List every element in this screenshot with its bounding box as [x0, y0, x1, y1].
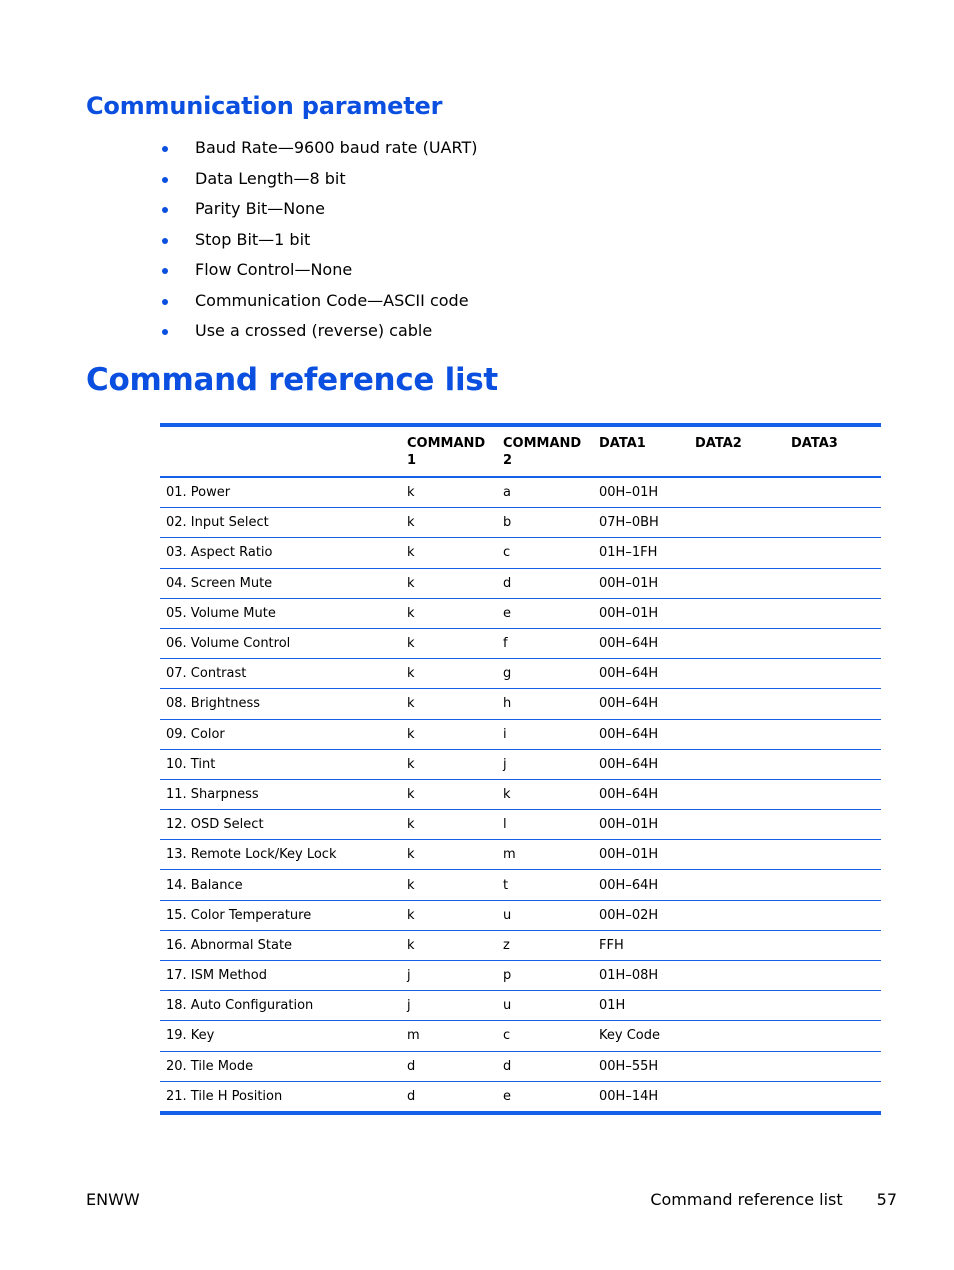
- bullet-dot-icon: [162, 238, 168, 244]
- cell-data3: [785, 689, 881, 719]
- cell-command-1: j: [401, 991, 497, 1021]
- cell-data1: 00H–64H: [593, 779, 689, 809]
- cell-data3: [785, 840, 881, 870]
- cell-data2: [689, 840, 785, 870]
- list-item: [160, 133, 477, 164]
- table-row: [160, 749, 881, 779]
- list-item-text: Parity Bit—None: [195, 199, 326, 218]
- cell-data1: Key Code: [593, 1021, 689, 1051]
- cell-data2: [689, 628, 785, 658]
- column-header-data3: DATA3: [785, 425, 881, 477]
- cell-name: 15. Color Temperature: [160, 900, 401, 930]
- column-header-name: [160, 425, 401, 477]
- cell-data3: [785, 961, 881, 991]
- table-row: [160, 719, 881, 749]
- bullet-dot-icon: [162, 329, 168, 335]
- cell-command-1: k: [401, 840, 497, 870]
- cell-data3: [785, 628, 881, 658]
- cell-data3: [785, 810, 881, 840]
- cell-data2: [689, 598, 785, 628]
- table-row: [160, 840, 881, 870]
- cell-data3: [785, 1051, 881, 1081]
- cell-command-1: k: [401, 568, 497, 598]
- column-header-data2: DATA2: [689, 425, 785, 477]
- table-row: [160, 779, 881, 809]
- cell-command-2: j: [497, 749, 593, 779]
- cell-command-1: k: [401, 508, 497, 538]
- cell-data3: [785, 538, 881, 568]
- cell-data1: 00H–64H: [593, 628, 689, 658]
- table-row: [160, 961, 881, 991]
- bullet-dot-icon: [162, 299, 168, 305]
- cell-command-2: b: [497, 508, 593, 538]
- communication-parameter-list: [160, 133, 477, 347]
- cell-data2: [689, 689, 785, 719]
- cell-command-1: k: [401, 870, 497, 900]
- cell-name: 02. Input Select: [160, 508, 401, 538]
- table-row: [160, 477, 881, 508]
- table-row: [160, 1081, 881, 1113]
- cell-data1: 01H: [593, 991, 689, 1021]
- cell-data1: 00H–64H: [593, 749, 689, 779]
- cell-data1: 00H–64H: [593, 719, 689, 749]
- cell-data2: [689, 508, 785, 538]
- cell-data3: [785, 719, 881, 749]
- cell-name: 18. Auto Configuration: [160, 991, 401, 1021]
- cell-data1: 00H–64H: [593, 689, 689, 719]
- cell-command-1: k: [401, 719, 497, 749]
- cell-name: 04. Screen Mute: [160, 568, 401, 598]
- list-item-text: Communication Code—ASCII code: [195, 290, 469, 310]
- cell-data2: [689, 1081, 785, 1113]
- cell-name: 12. OSD Select: [160, 810, 401, 840]
- table-row: [160, 508, 881, 538]
- cell-command-1: k: [401, 810, 497, 840]
- list-item-text: Flow Control—None: [195, 260, 353, 279]
- list-item-text: Stop Bit—1 bit: [195, 229, 311, 249]
- cell-data2: [689, 749, 785, 779]
- list-item: [160, 164, 477, 195]
- table-row: [160, 991, 881, 1021]
- cell-data1: 00H–01H: [593, 568, 689, 598]
- cell-command-2: a: [497, 477, 593, 508]
- table-body: [160, 477, 881, 1113]
- section-title-communication-parameter: Communication parameter: [86, 92, 443, 120]
- cell-command-1: k: [401, 538, 497, 568]
- cell-data2: [689, 1021, 785, 1051]
- cell-command-1: k: [401, 659, 497, 689]
- cell-command-2: f: [497, 628, 593, 658]
- list-item-text: Data Length—8 bit: [195, 168, 346, 188]
- cell-data1: 00H–64H: [593, 870, 689, 900]
- table-row: [160, 659, 881, 689]
- cell-name: 05. Volume Mute: [160, 598, 401, 628]
- cell-command-2: d: [497, 568, 593, 598]
- cell-data3: [785, 779, 881, 809]
- cell-name: 01. Power: [160, 477, 401, 508]
- list-item: [160, 194, 477, 225]
- cell-name: 06. Volume Control: [160, 628, 401, 658]
- cell-command-1: k: [401, 900, 497, 930]
- cell-command-2: e: [497, 598, 593, 628]
- cell-data1: FFH: [593, 930, 689, 960]
- cell-data2: [689, 538, 785, 568]
- cell-data3: [785, 1081, 881, 1113]
- cell-name: 03. Aspect Ratio: [160, 538, 401, 568]
- cell-name: 20. Tile Mode: [160, 1051, 401, 1081]
- cell-command-1: k: [401, 628, 497, 658]
- cell-command-2: c: [497, 538, 593, 568]
- cell-command-1: d: [407, 1088, 416, 1104]
- cell-data1: 00H–02H: [593, 900, 689, 930]
- cell-data2: [689, 719, 785, 749]
- cell-data1: 00H–14H: [599, 1088, 659, 1104]
- cell-command-1: k: [401, 749, 497, 779]
- list-item: [160, 255, 477, 286]
- cell-data3: [785, 900, 881, 930]
- table-row: [160, 628, 881, 658]
- cell-data1: 00H–64H: [593, 659, 689, 689]
- list-item: [160, 225, 477, 256]
- cell-data3: [785, 568, 881, 598]
- cell-data2: [689, 991, 785, 1021]
- footer-section-name: Command reference list: [650, 1190, 843, 1209]
- cell-command-2: e: [503, 1088, 511, 1104]
- cell-command-2: z: [497, 930, 593, 960]
- cell-name: 16. Abnormal State: [160, 930, 401, 960]
- column-header-command-2: COMMAND 2: [497, 425, 593, 477]
- cell-data3: [785, 477, 881, 508]
- table-row: [160, 900, 881, 930]
- cell-command-2: c: [497, 1021, 593, 1051]
- cell-data1: 00H–01H: [593, 477, 689, 508]
- cell-data2: [689, 870, 785, 900]
- cell-name: 21. Tile H Position: [166, 1088, 283, 1104]
- cell-command-2: m: [497, 840, 593, 870]
- cell-command-2: u: [497, 991, 593, 1021]
- cell-name: 13. Remote Lock/Key Lock: [160, 840, 401, 870]
- cell-name: 17. ISM Method: [160, 961, 401, 991]
- table-row: [160, 1021, 881, 1051]
- cell-name: 10. Tint: [160, 749, 401, 779]
- cell-command-2: i: [497, 719, 593, 749]
- cell-data2: [689, 779, 785, 809]
- cell-data3: [785, 1021, 881, 1051]
- cell-data2: [689, 1051, 785, 1081]
- table-row: [160, 538, 881, 568]
- cell-command-1: k: [401, 779, 497, 809]
- cell-data3: [785, 930, 881, 960]
- cell-command-1: m: [401, 1021, 497, 1051]
- cell-command-1: k: [401, 930, 497, 960]
- cell-data2: [689, 961, 785, 991]
- table-row: [160, 689, 881, 719]
- command-reference-table: [160, 423, 881, 1115]
- cell-data2: [689, 477, 785, 508]
- cell-name: 08. Brightness: [160, 689, 401, 719]
- column-header-data1: DATA1: [593, 425, 689, 477]
- cell-data1: 00H–01H: [593, 598, 689, 628]
- cell-data3: [785, 659, 881, 689]
- table-row: [160, 870, 881, 900]
- cell-data3: [785, 870, 881, 900]
- cell-data2: [689, 810, 785, 840]
- cell-command-2: h: [497, 689, 593, 719]
- cell-command-1: k: [401, 689, 497, 719]
- cell-data1: 00H–01H: [593, 810, 689, 840]
- cell-command-2: g: [497, 659, 593, 689]
- cell-data1: 00H–55H: [593, 1051, 689, 1081]
- cell-name: 11. Sharpness: [160, 779, 401, 809]
- cell-name: 19. Key: [160, 1021, 401, 1051]
- bullet-dot-icon: [162, 146, 168, 152]
- cell-data2: [689, 568, 785, 598]
- cell-command-2: t: [497, 870, 593, 900]
- cell-command-2: k: [497, 779, 593, 809]
- list-item: [160, 316, 477, 347]
- list-item-text: Baud Rate—9600 baud rate (UART): [195, 138, 478, 157]
- cell-name: 09. Color: [160, 719, 401, 749]
- cell-command-1: k: [401, 598, 497, 628]
- bullet-dot-icon: [162, 207, 168, 213]
- list-item-text: Use a crossed (reverse) cable: [195, 321, 433, 340]
- cell-command-2: l: [497, 810, 593, 840]
- page-title-command-reference-list: Command reference list: [86, 362, 498, 398]
- cell-data3: [785, 991, 881, 1021]
- cell-data1: 00H–01H: [593, 840, 689, 870]
- column-header-command-1: COMMAND 1: [401, 425, 497, 477]
- cell-data1: 07H–0BH: [593, 508, 689, 538]
- cell-data3: [785, 508, 881, 538]
- cell-command-1: k: [401, 477, 497, 508]
- cell-data1: 01H–08H: [593, 961, 689, 991]
- table-row: [160, 810, 881, 840]
- cell-name: 07. Contrast: [160, 659, 401, 689]
- table-row: [160, 568, 881, 598]
- footer-section-info: [650, 1190, 897, 1209]
- cell-command-1: j: [401, 961, 497, 991]
- table-row: [160, 1051, 881, 1081]
- list-item: [160, 286, 477, 317]
- table-row: [160, 930, 881, 960]
- cell-command-2: p: [497, 961, 593, 991]
- footer-locale-code: ENWW: [86, 1190, 140, 1209]
- cell-command-2: u: [497, 900, 593, 930]
- cell-data2: [689, 930, 785, 960]
- cell-command-2: d: [497, 1051, 593, 1081]
- table-row: [160, 598, 881, 628]
- cell-command-1: d: [401, 1051, 497, 1081]
- table-header-row: [160, 425, 881, 477]
- cell-data3: [785, 598, 881, 628]
- bullet-dot-icon: [162, 177, 168, 183]
- cell-name: 14. Balance: [160, 870, 401, 900]
- cell-data1: 01H–1FH: [593, 538, 689, 568]
- cell-data2: [689, 659, 785, 689]
- page-number: 57: [876, 1190, 897, 1209]
- cell-data2: [689, 900, 785, 930]
- bullet-dot-icon: [162, 268, 168, 274]
- cell-data3: [785, 749, 881, 779]
